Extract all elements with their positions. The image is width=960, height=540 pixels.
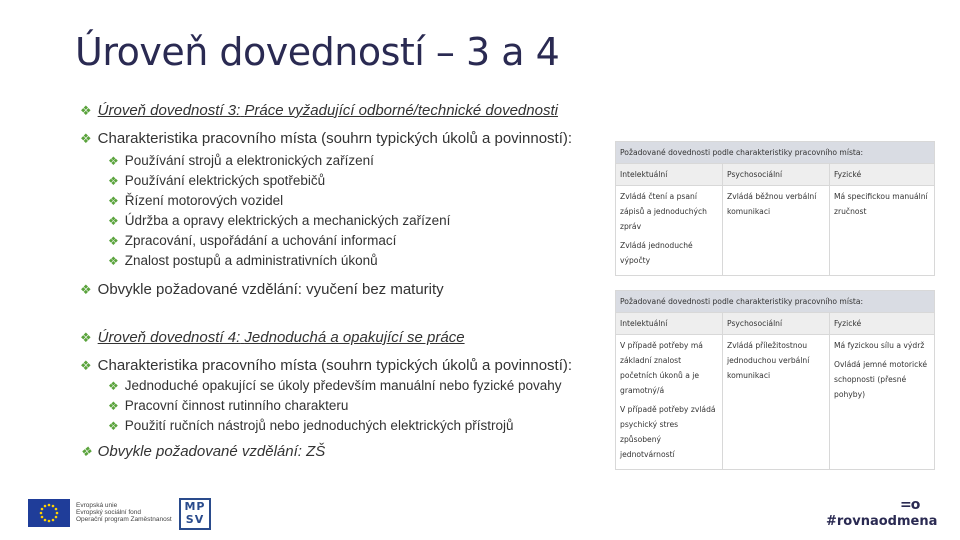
campaign-logo-icon: =o xyxy=(900,497,920,513)
level4-heading-text: Jednoduchá a opakující se práce xyxy=(244,329,465,346)
table-header: Požadované dovednosti podle charakteristiky pracovního místa: xyxy=(616,142,935,164)
list-item: ❖ Pracovní činnost rutinního charakteru xyxy=(108,398,349,413)
table-row xyxy=(616,335,935,470)
table-cell: Zvládá čtení a psaní zápisů a jednoduchých zpráv Zvládá jednoduché výpočty xyxy=(616,186,723,276)
diamond-bullet-icon: ❖ xyxy=(80,358,92,373)
level4-education: ❖ Obvykle požadované vzdělání: ZŠ xyxy=(80,443,326,460)
column-header: Intelektuální xyxy=(616,164,723,186)
list-item: ❖ Používání elektrických spotřebičů xyxy=(108,173,326,188)
diamond-bullet-icon: ❖ xyxy=(108,214,119,228)
diamond-bullet-icon: ❖ xyxy=(80,330,92,345)
diamond-bullet-icon: ❖ xyxy=(80,444,92,459)
diamond-bullet-icon: ❖ xyxy=(108,419,119,433)
level4-heading xyxy=(80,329,465,346)
eu-logo-text: Evropská unie Evropský sociální fond Operační program Zaměstnanost xyxy=(76,502,172,523)
table-cell: Má specifickou manuální zručnost xyxy=(830,186,935,276)
slide-title: Úroveň dovedností – 3 a 4 xyxy=(75,30,560,74)
diamond-bullet-icon: ❖ xyxy=(108,234,119,248)
level3-heading xyxy=(80,102,558,119)
table-cell: Má fyzickou sílu a výdrž Ovládá jemné motorické schopnosti (přesné pohyby) xyxy=(830,335,935,470)
diamond-bullet-icon: ❖ xyxy=(108,254,119,268)
level3-heading-text: Práce vyžadující odborné/technické dovednosti xyxy=(244,102,558,119)
table-cell: Zvládá běžnou verbální komunikaci xyxy=(723,186,830,276)
list-item: ❖ Řízení motorových vozidel xyxy=(108,193,284,208)
column-header: Psychosociální xyxy=(723,313,830,335)
level4-char-label: ❖ Charakteristika pracovního místa (souhrn typických úkolů a povinností): xyxy=(80,357,573,374)
list-item: ❖ Znalost postupů a administrativních úkonů xyxy=(108,253,378,268)
list-item: ❖ Použití ručních nástrojů nebo jednoduchých elektrických přístrojů xyxy=(108,418,514,433)
list-item: ❖ Používání strojů a elektronických zařízení xyxy=(108,153,374,168)
table-cell: V případě potřeby má základní znalost početních úkonů a je gramotný/á V případě potřeby zvládá psychický stres způsobený jednotvárností xyxy=(616,335,723,470)
diamond-bullet-icon: ❖ xyxy=(108,379,119,393)
skills-table-level3 xyxy=(615,141,935,276)
diamond-bullet-icon: ❖ xyxy=(80,282,92,297)
level3-char-label: ❖ Charakteristika pracovního místa (souhrn typických úkolů a povinností): xyxy=(80,130,573,147)
diamond-bullet-icon: ❖ xyxy=(108,399,119,413)
column-header: Fyzické xyxy=(830,164,935,186)
table-header: Požadované dovednosti podle charakteristiky pracovního místa: xyxy=(616,291,935,313)
list-item: ❖ Jednoduché opakující se úkoly především manuální nebo fyzické povahy xyxy=(108,378,562,393)
diamond-bullet-icon: ❖ xyxy=(80,103,92,118)
diamond-bullet-icon: ❖ xyxy=(108,194,119,208)
list-item: ❖ Údržba a opravy elektrických a mechanických zařízení xyxy=(108,213,451,228)
diamond-bullet-icon: ❖ xyxy=(80,131,92,146)
table-cell: Zvládá příležitostnou jednoduchou verbální komunikaci xyxy=(723,335,830,470)
level3-heading-label: Úroveň dovedností 3: xyxy=(97,102,241,119)
column-header: Fyzické xyxy=(830,313,935,335)
skills-table-level4 xyxy=(615,290,935,470)
column-header: Psychosociální xyxy=(723,164,830,186)
level3-education: ❖ Obvykle požadované vzdělání: vyučení bez maturity xyxy=(80,281,444,298)
campaign-hashtag: #rovnaodmena xyxy=(826,514,938,529)
list-item: ❖ Zpracování, uspořádání a uchování informací xyxy=(108,233,397,248)
table-row xyxy=(616,186,935,276)
column-header: Intelektuální xyxy=(616,313,723,335)
diamond-bullet-icon: ❖ xyxy=(108,174,119,188)
mpsv-logo: MP SV xyxy=(179,498,211,530)
diamond-bullet-icon: ❖ xyxy=(108,154,119,168)
level4-heading-label: Úroveň dovedností 4: xyxy=(97,329,241,346)
eu-flag-icon xyxy=(28,499,70,527)
